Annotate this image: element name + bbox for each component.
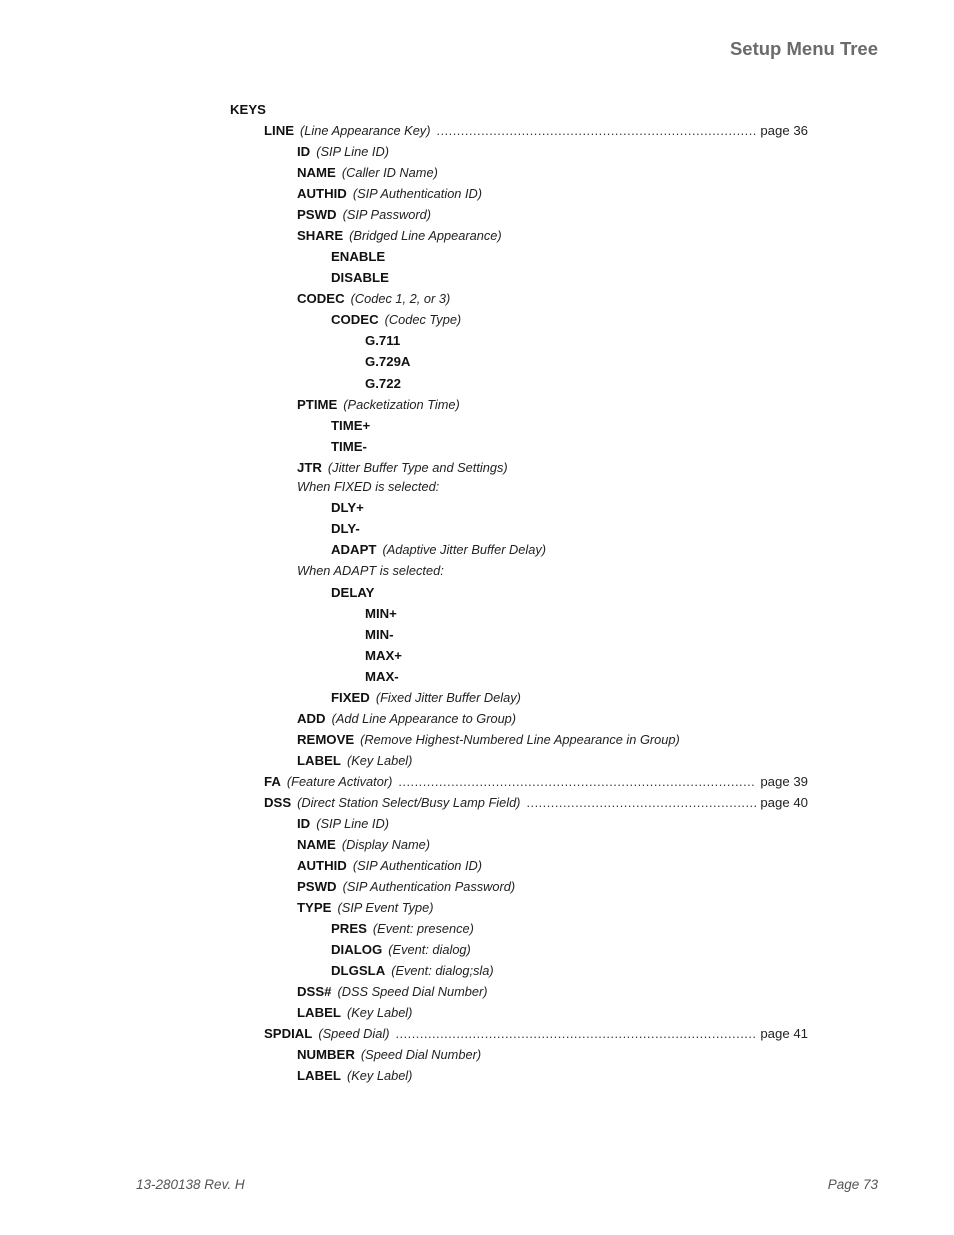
tree-node-pres <box>331 918 474 939</box>
tree-node-share-disable <box>331 267 389 288</box>
tree-node-fa <box>264 771 808 792</box>
tree-node-line-authid <box>297 183 482 204</box>
tree-node-g711 <box>365 330 400 351</box>
node-key: JTR <box>297 460 322 475</box>
tree-node-dialog <box>331 939 471 960</box>
node-description: (Key Label) <box>346 753 413 768</box>
node-key: DSS# <box>297 984 332 999</box>
page-reference: page 40 <box>760 795 808 810</box>
tree-node-dss-number <box>297 981 488 1002</box>
tree-node-fixed <box>331 687 521 708</box>
node-description: (Speed Dial Number) <box>360 1047 482 1062</box>
node-description: (Key Label) <box>346 1068 413 1083</box>
tree-node-min-minus <box>365 624 394 645</box>
leader-dots <box>398 771 756 792</box>
node-description: (SIP Authentication Password) <box>342 879 516 894</box>
node-key: NAME <box>297 165 336 180</box>
node-description: (SIP Event Type) <box>337 900 434 915</box>
node-key: AUTHID <box>297 186 347 201</box>
node-key: MIN- <box>365 627 394 642</box>
node-key: DLY- <box>331 521 360 536</box>
node-key: G.729A <box>365 354 411 369</box>
node-key: FA <box>264 774 281 789</box>
node-key: AUTHID <box>297 858 347 873</box>
tree-node-dly-plus <box>331 497 364 518</box>
node-key: CODEC <box>331 312 379 327</box>
node-note: When FIXED is selected: <box>297 479 440 494</box>
node-key: ID <box>297 144 311 159</box>
node-key: LABEL <box>297 1068 341 1083</box>
page-reference: page 36 <box>760 123 808 138</box>
tree-node-dss-authid <box>297 855 482 876</box>
tree-node-jtr <box>297 457 508 478</box>
node-key: KEYS <box>230 102 266 117</box>
tree-note-fixed <box>297 476 439 497</box>
tree-node-g722 <box>365 373 401 394</box>
node-key: ID <box>297 816 311 831</box>
node-key: DIALOG <box>331 942 383 957</box>
node-key: DLGSLA <box>331 963 386 978</box>
node-note: When ADAPT is selected: <box>297 563 444 578</box>
tree-node-max-minus <box>365 666 399 687</box>
node-key: PTIME <box>297 397 338 412</box>
tree-node-line-codec <box>297 288 450 309</box>
tree-node-delay <box>331 582 374 603</box>
tree-node-dss-pswd <box>297 876 515 897</box>
node-description: (Codec Type) <box>384 312 462 327</box>
node-description: (Jitter Buffer Type and Settings) <box>327 460 508 475</box>
tree-node-time-plus <box>331 415 370 436</box>
node-description: (Add Line Appearance to Group) <box>331 711 517 726</box>
footer-page-number: Page 73 <box>827 1177 878 1192</box>
node-key: LINE <box>264 123 295 138</box>
tree-node-line <box>264 120 808 141</box>
tree-node-dss-type <box>297 897 433 918</box>
node-description: (Packetization Time) <box>343 397 460 412</box>
node-key: DLY+ <box>331 500 364 515</box>
node-key: PRES <box>331 921 367 936</box>
node-description: (Codec 1, 2, or 3) <box>350 291 451 306</box>
node-description: (SIP Authentication ID) <box>352 186 483 201</box>
node-description: (DSS Speed Dial Number) <box>337 984 488 999</box>
tree-node-dss-name <box>297 834 430 855</box>
node-description: (Caller ID Name) <box>341 165 438 180</box>
tree-node-line-name <box>297 162 438 183</box>
node-description: (Remove Highest-Numbered Line Appearance in Group) <box>360 732 680 747</box>
tree-node-adapt <box>331 539 546 560</box>
node-description: (SIP Authentication ID) <box>352 858 483 873</box>
node-description: (SIP Password) <box>342 207 431 222</box>
tree-node-dss-label <box>297 1002 412 1023</box>
tree-node-keys <box>230 99 266 120</box>
tree-node-line-label <box>297 750 412 771</box>
tree-node-dss <box>264 792 808 813</box>
node-key: TIME+ <box>331 418 371 433</box>
tree-node-add <box>297 708 516 729</box>
tree-node-spdial <box>264 1023 808 1044</box>
node-description: (Event: dialog;sla) <box>391 963 494 978</box>
node-key: TYPE <box>297 900 332 915</box>
node-key: MAX+ <box>365 648 403 663</box>
node-key: SPDIAL <box>264 1026 313 1041</box>
node-key: ENABLE <box>331 249 386 264</box>
node-description: (Feature Activator) <box>286 774 393 789</box>
node-description: (Bridged Line Appearance) <box>349 228 502 243</box>
node-key: MIN+ <box>365 606 397 621</box>
node-description: (SIP Line ID) <box>316 816 389 831</box>
tree-node-ptime <box>297 394 460 415</box>
tree-node-dlgsla <box>331 960 494 981</box>
page-reference: page 41 <box>760 1026 808 1041</box>
node-key: TIME- <box>331 439 367 454</box>
node-key: DELAY <box>331 585 375 600</box>
node-description: (Event: dialog) <box>388 942 471 957</box>
node-key: PSWD <box>297 879 337 894</box>
node-key: DISABLE <box>331 270 389 285</box>
page-title: Setup Menu Tree <box>729 38 878 59</box>
tree-node-min-plus <box>365 603 397 624</box>
tree-node-line-pswd <box>297 204 431 225</box>
node-description: (Direct Station Select/Busy Lamp Field) <box>297 795 521 810</box>
tree-node-time-minus <box>331 436 367 457</box>
node-key: PSWD <box>297 207 337 222</box>
tree-node-spdial-label <box>297 1065 412 1086</box>
node-key: FIXED <box>331 690 370 705</box>
tree-node-dly-minus <box>331 518 360 539</box>
tree-node-share-enable <box>331 246 385 267</box>
node-description: (Event: presence) <box>372 921 474 936</box>
node-key: LABEL <box>297 753 341 768</box>
node-key: ADAPT <box>331 542 377 557</box>
node-key: G.711 <box>365 333 401 348</box>
node-key: NAME <box>297 837 336 852</box>
node-description: (Fixed Jitter Buffer Delay) <box>375 690 521 705</box>
node-key: CODEC <box>297 291 345 306</box>
node-description: (Speed Dial) <box>318 1026 390 1041</box>
node-key: SHARE <box>297 228 344 243</box>
tree-node-max-plus <box>365 645 402 666</box>
node-key: NUMBER <box>297 1047 355 1062</box>
leader-dots <box>526 792 756 813</box>
node-description: (Display Name) <box>341 837 431 852</box>
tree-node-remove <box>297 729 680 750</box>
tree-node-line-id <box>297 141 389 162</box>
tree-node-dss-id <box>297 813 389 834</box>
node-key: G.722 <box>365 376 401 391</box>
node-key: DSS <box>264 795 292 810</box>
tree-node-spdial-number <box>297 1044 481 1065</box>
node-key: MAX- <box>365 669 399 684</box>
node-description: (Key Label) <box>346 1005 413 1020</box>
node-description: (Line Appearance Key) <box>300 123 431 138</box>
page-reference: page 39 <box>760 774 808 789</box>
tree-node-line-share <box>297 225 502 246</box>
tree-node-codec-type <box>331 309 461 330</box>
node-description: (Adaptive Jitter Buffer Delay) <box>382 542 547 557</box>
leader-dots <box>396 1023 757 1044</box>
node-key: ADD <box>297 711 326 726</box>
tree-note-adapt <box>297 560 444 581</box>
leader-dots <box>436 120 756 141</box>
node-key: REMOVE <box>297 732 355 747</box>
tree-node-g729a <box>365 351 410 372</box>
node-description: (SIP Line ID) <box>316 144 389 159</box>
footer-doc-number: 13-280138 Rev. H <box>136 1177 245 1192</box>
node-key: LABEL <box>297 1005 341 1020</box>
